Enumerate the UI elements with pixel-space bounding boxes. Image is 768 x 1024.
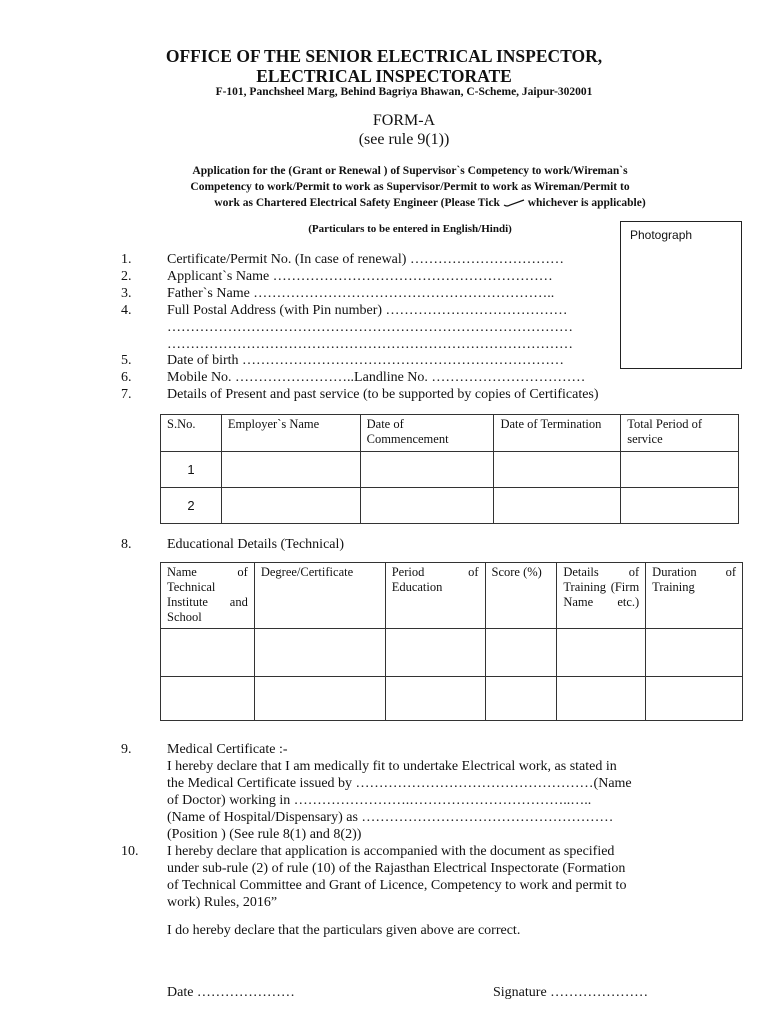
signature-field[interactable]: Signature ………………… [493, 985, 649, 1000]
table-cell[interactable] [621, 488, 739, 524]
table-cell[interactable] [161, 629, 255, 677]
table-header: Employer`s Name [221, 415, 360, 452]
office-title: OFFICE OF THE SENIOR ELECTRICAL INSPECTOR, [165, 46, 603, 66]
form-title: FORM-A [372, 112, 436, 129]
particulars-note: (Particulars to be entered in English/Hindi) [308, 223, 512, 235]
table-header-row [161, 563, 743, 629]
field-number: 6. [121, 370, 132, 385]
row-number: 2 [161, 488, 222, 524]
field-number: 2. [121, 269, 132, 284]
declaration-line: under sub-rule (2) of rule (10) of the Rajasthan Electrical Inspectorate (Formation [167, 861, 626, 876]
table-header: Name of Technical Institute and School [161, 563, 255, 629]
phone-field[interactable]: Mobile No. ……………………..Landline No. …………………………… [167, 370, 586, 385]
table-cell[interactable] [360, 488, 494, 524]
table-row [161, 452, 739, 488]
table-row [161, 677, 743, 721]
table-cell[interactable] [221, 488, 360, 524]
table-header: Date of Commencement [360, 415, 494, 452]
table-cell[interactable] [646, 677, 743, 721]
field-number: 5. [121, 353, 132, 368]
table-cell[interactable] [621, 452, 739, 488]
table-row [161, 629, 743, 677]
field-number: 1. [121, 252, 132, 267]
table-cell[interactable] [557, 629, 646, 677]
medical-line: (Position ) (See rule 8(1) and 8(2)) [167, 827, 362, 842]
table-cell[interactable] [254, 677, 385, 721]
table-header: Score (%) [485, 563, 557, 629]
medical-position-field[interactable]: (Name of Hospital/Dispensary) as ……………………………………………… [167, 810, 614, 825]
service-table [160, 414, 739, 524]
section-number: 10. [121, 844, 139, 859]
field-number: 3. [121, 286, 132, 301]
table-header: Period of Education [385, 563, 485, 629]
table-cell[interactable] [221, 452, 360, 488]
table-cell[interactable] [385, 629, 485, 677]
table-header-row [161, 415, 739, 452]
table-cell[interactable] [646, 629, 743, 677]
certificate-no-field[interactable]: Certificate/Permit No. (In case of renewal) …………………………… [167, 252, 564, 267]
table-cell[interactable] [254, 629, 385, 677]
date-of-birth-field[interactable]: Date of birth …………………………………………………………… [167, 353, 565, 368]
applicant-name-field[interactable]: Applicant`s Name …………………………………………………… [167, 269, 553, 284]
declaration-line: of Technical Committee and Grant of Licence, Competency to work and permit to [167, 878, 627, 893]
application-line-3-start: work as Chartered Electrical Safety Engineer (Please Tick [214, 197, 500, 209]
postal-address-field[interactable]: Full Postal Address (with Pin number) ………………………………… [167, 303, 568, 318]
table-header: Details of Training (Firm Name etc.) [557, 563, 646, 629]
table-cell[interactable] [494, 452, 621, 488]
medical-line: I hereby declare that I am medically fit to undertake Electrical work, as stated in [167, 759, 617, 774]
application-line-3-end: whichever is applicable) [527, 197, 646, 209]
tick-mark-icon [503, 199, 525, 207]
table-row [161, 488, 739, 524]
table-cell[interactable] [360, 452, 494, 488]
department-title: ELECTRICAL INSPECTORATE [256, 66, 512, 86]
table-cell[interactable] [385, 677, 485, 721]
table-cell[interactable] [161, 677, 255, 721]
table-cell[interactable] [485, 629, 557, 677]
table-cell[interactable] [494, 488, 621, 524]
application-line-2: Competency to work/Permit to work as Supervisor/Permit to work as Wireman/Permit to [190, 181, 630, 193]
form-rule: (see rule 9(1)) [358, 131, 450, 148]
postal-address-line-3[interactable]: …………………………………………………………………………… [167, 337, 573, 352]
father-name-field[interactable]: Father`s Name ……………………………………………………….. [167, 286, 555, 301]
application-line-3 [140, 195, 720, 211]
service-details-label: Details of Present and past service (to be supported by copies of Certificates) [167, 387, 599, 402]
photograph-label: Photograph [630, 228, 693, 242]
date-field[interactable]: Date ………………… [167, 985, 295, 1000]
office-address: F-101, Panchsheel Marg, Behind Bagriya Bhawan, C-Scheme, Jaipur-302001 [215, 86, 593, 98]
medical-hospital-field[interactable]: of Doctor) working in …………………….……………………………..….. [167, 793, 592, 808]
table-header: Degree/Certificate [254, 563, 385, 629]
medical-heading: Medical Certificate :- [167, 742, 288, 757]
photograph-box[interactable] [620, 221, 742, 369]
education-label: Educational Details (Technical) [167, 537, 345, 552]
table-cell[interactable] [557, 677, 646, 721]
section-number: 8. [121, 537, 132, 552]
postal-address-line-2[interactable]: …………………………………………………………………………… [167, 320, 573, 335]
medical-doctor-field[interactable]: the Medical Certificate issued by ……………………………………………(Name [167, 776, 632, 791]
table-header: Total Period of service [621, 415, 739, 452]
table-header: Duration of Training [646, 563, 743, 629]
field-number: 4. [121, 303, 132, 318]
table-cell[interactable] [485, 677, 557, 721]
section-number: 9. [121, 742, 132, 757]
field-number: 7. [121, 387, 132, 402]
education-table [160, 562, 743, 721]
declaration-line: work) Rules, 2016” [167, 895, 278, 910]
row-number: 1 [161, 452, 222, 488]
table-header: Date of Termination [494, 415, 621, 452]
declaration-line: I hereby declare that application is accompanied with the document as specified [167, 844, 615, 859]
application-line-1: Application for the (Grant or Renewal ) of Supervisor`s Competency to work/Wireman`s [192, 165, 628, 177]
final-declaration: I do hereby declare that the particulars given above are correct. [167, 923, 521, 938]
table-header: S.No. [161, 415, 222, 452]
